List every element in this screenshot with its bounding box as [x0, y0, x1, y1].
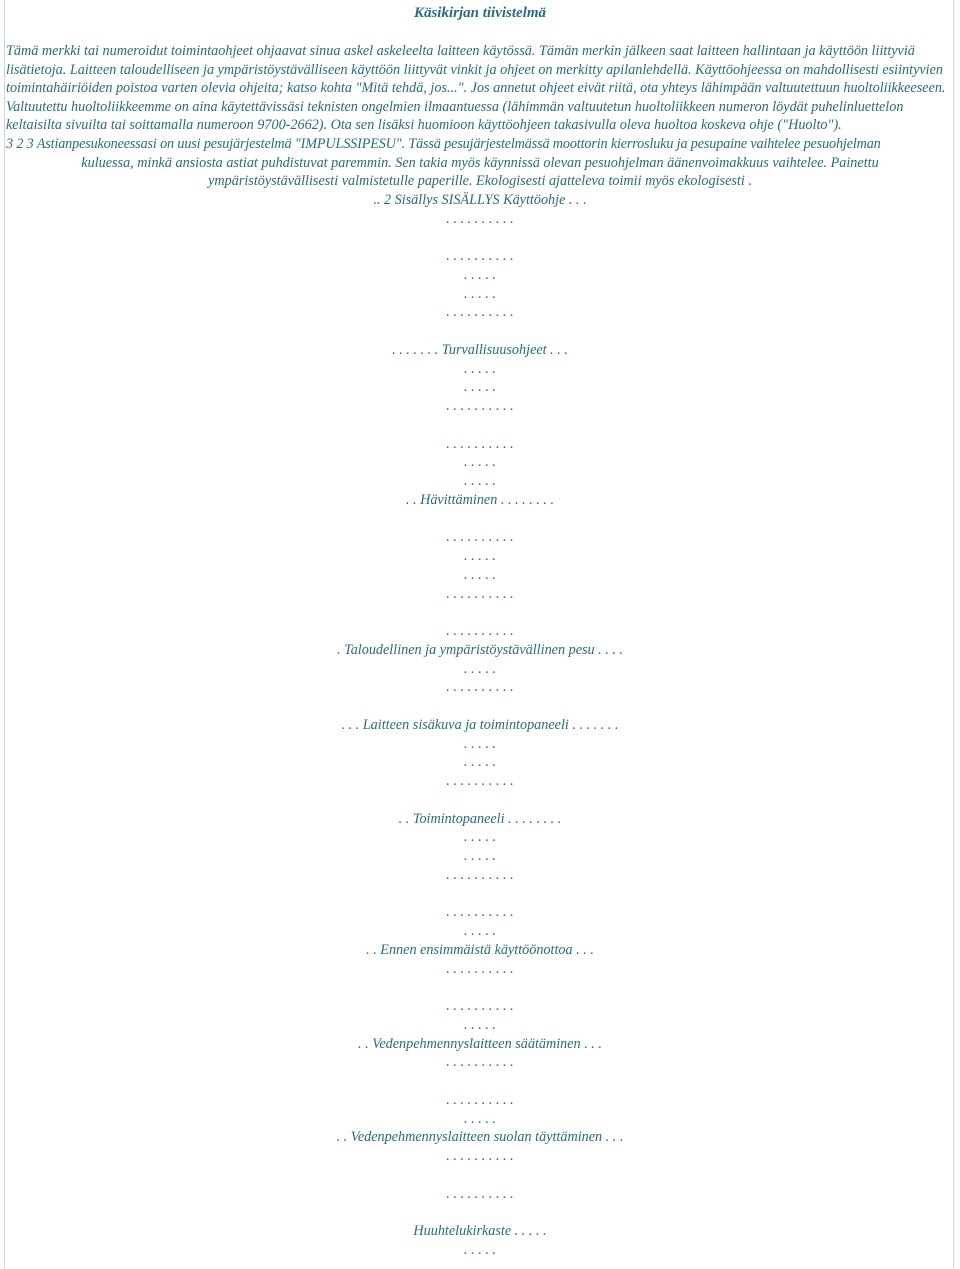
toc-line: . . . . . . . . . .	[446, 1185, 514, 1202]
toc-line: . . . . . . . . . .	[446, 904, 514, 921]
toc-line: . . . . . . . . . .	[446, 1148, 514, 1164]
toc-line	[6, 510, 954, 529]
toc-line	[6, 791, 954, 810]
toc-line: . . . . .	[464, 566, 496, 583]
toc-line: . . Hävittäminen . . . . . . . .	[405, 491, 555, 508]
toc-line	[6, 603, 954, 622]
table-of-contents	[6, 191, 954, 1260]
toc-line: . . Ennen ensimmäistä käyttöönottoa . . .	[366, 941, 594, 958]
toc-line: . . . . .	[464, 266, 496, 283]
toc-line: . . . . . . . . . .	[446, 773, 514, 789]
toc-line	[6, 1203, 954, 1222]
toc-line: .. 2 Sisällys SISÄLLYS Käyttöohje . . .	[373, 191, 587, 208]
toc-line	[6, 1166, 954, 1185]
toc-line: . . Vedenpehmennyslaitteen säätäminen . . .	[358, 1035, 602, 1052]
impulse-wash-paragraph-rest: kuluessa, minkä ansiosta astiat puhdistuvat paremmin. Sen takia myös käynnissä olevan pesuohjelman äänenvoimakkuus vaihtelee. Painettu ympäristöystävällisesti valmistetulle paperille. Ekologisesti ajatteleva toimii myös ekologisesti .	[81, 154, 879, 190]
toc-line: . . . . . . . . . .	[446, 529, 514, 546]
toc-line: . . . . .	[464, 473, 496, 489]
toc-line: . . . . . . . . . .	[446, 248, 514, 264]
toc-line: . . . . .	[464, 660, 496, 677]
toc-line: . . . . . . . . . .	[446, 623, 514, 639]
toc-line: . . . . . . . . . .	[446, 960, 514, 977]
toc-line	[6, 1072, 954, 1091]
impulse-wash-paragraph-first-line: 3 2 3 Astianpesukoneessasi on uusi pesujärjestelmä "IMPULSSIPESU". Tässä pesujärjestelmässä moottorin kierrosluku ja pesupaine vaihtelee pesuohjelman	[6, 135, 881, 152]
toc-line: . . . . . . . . . .	[446, 435, 514, 452]
toc-line: . . . . .	[464, 548, 496, 564]
toc-line: . Taloudellinen ja ympäristöystävällinen pesu . . . .	[337, 641, 623, 658]
toc-line: . . . . . . . . . .	[446, 304, 514, 321]
toc-line: . . . . .	[464, 360, 496, 377]
toc-line: . . . . .	[464, 1241, 496, 1258]
toc-line: . . . . .	[464, 754, 496, 771]
toc-line: . . . . .	[464, 454, 496, 471]
toc-line	[6, 228, 954, 247]
toc-line: . . . . . . . . . .	[446, 1054, 514, 1071]
document-page	[6, 0, 954, 1260]
toc-line: . . . . .	[464, 1016, 496, 1033]
toc-line: . . . . . . . . . .	[446, 998, 514, 1014]
toc-line	[6, 697, 954, 716]
toc-line	[6, 416, 954, 435]
toc-line	[6, 322, 954, 341]
toc-line: . . . . . . . . . .	[446, 210, 514, 227]
toc-line: . . . . .	[464, 829, 496, 846]
toc-line: . . . . . . . Turvallisuusohjeet . . .	[392, 341, 568, 358]
toc-line	[6, 978, 954, 997]
toc-line: . . . . . . . . . .	[446, 585, 514, 602]
toc-line: . . . . . . . . . .	[446, 679, 514, 696]
toc-line: Huuhtelukirkaste . . . . .	[413, 1223, 547, 1239]
toc-line: . . . . . . . . . .	[446, 398, 514, 414]
intro-paragraph: Tämä merkki tai numeroidut toimintaohjeet ohjaavat sinua askel askeleelta laitteen käytössä. Tämän merkin jälkeen saat laitteen hallintaan ja käyttöön liittyviä lisätietoja. Laitteen taloudelliseen ja ympäristöystävälliseen käyttöön liittyvät vinkit ja ohjeet on merkitty apilanlehdellä. Käyttöohjeessa on mahdollisesti esiintyvien toimintahäiriöiden poistoa varten olevia ohjeita; katso kohta "Mitä tehdä, jos...". Jos annetut ohjeet eivät riitä, ota yhteys lähimpään valtuutettuun huoltoliikkeeseen. Valtuutettu huoltoliikkeemme on aina käytettävissäsi teknisten ongelmien ilmaantuessa (lähimmän valtuutetun huoltoliikkeen numeron löydät puhelinluettelon keltaisilta sivuilta tai soittamalla numeroon 9700-2662). Ota sen lisäksi huomioon käyttöohjeen takasivulla oleva huoltoa koskeva ohje ("Huolto").	[6, 43, 946, 134]
toc-line: . . Vedenpehmennyslaitteen suolan täyttäminen . . .	[336, 1129, 624, 1146]
toc-line: . . . . .	[464, 735, 496, 752]
toc-line: . . . . . . . . . .	[446, 866, 514, 883]
document-title: Käsikirjan tiivistelmä	[413, 5, 547, 21]
toc-line: . . . Laitteen sisäkuva ja toimintopaneeli . . . . . . .	[341, 716, 619, 733]
toc-line: . . . . .	[464, 285, 496, 302]
toc-line: . . . . .	[464, 848, 496, 864]
toc-line: . . . . .	[464, 923, 496, 939]
toc-line: . . Toimintopaneeli . . . . . . . .	[398, 810, 562, 827]
toc-line	[6, 885, 954, 904]
toc-line: . . . . .	[464, 1110, 496, 1127]
toc-line: . . . . . . . . . .	[446, 1091, 514, 1108]
toc-line: . . . . .	[464, 379, 496, 396]
